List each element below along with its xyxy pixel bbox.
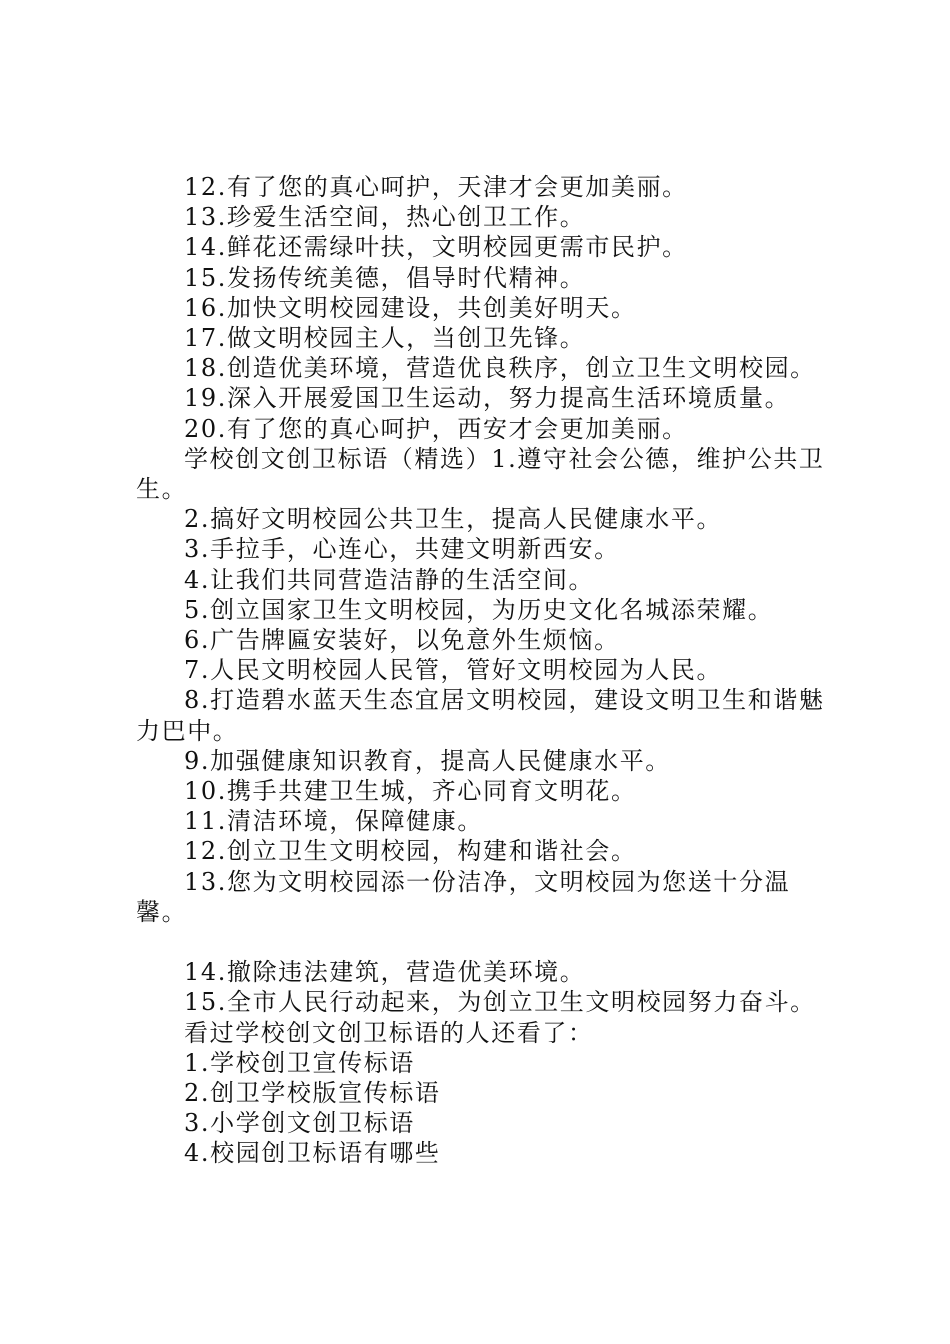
document-body — [136, 172, 836, 1169]
paragraph: 9.加强健康知识教育，提高人民健康水平。 — [184, 746, 671, 775]
paragraph: 10.携手共建卫生城，齐心同育文明花。 — [184, 777, 637, 806]
paragraph: 12.有了您的真心呵护，天津才会更加美丽。 — [184, 173, 688, 201]
paragraph: 6.广告牌匾安装好，以免意外生烦恼。 — [184, 626, 620, 655]
paragraph: 4.让我们共同营造洁静的生活空间。 — [184, 565, 595, 594]
paragraph: 3.手拉手，心连心，共建文明新西安。 — [184, 535, 620, 564]
paragraph: 17.做文明校园主人，当创卫先锋。 — [184, 324, 586, 353]
paragraph: 14.鲜花还需绿叶扶，文明校园更需市民护。 — [184, 233, 688, 262]
paragraph: 13.您为文明校园添一份洁净，文明校园为您送十分温馨。 — [136, 867, 791, 926]
paragraph: 5.创立国家卫生文明校园，为历史文化名城添荣耀。 — [184, 595, 774, 624]
related-item: 1.学校创卫宣传标语 — [184, 1048, 415, 1077]
paragraph: 11.清洁环境，保障健康。 — [184, 807, 483, 836]
blank-line — [136, 927, 836, 957]
paragraph: 19.深入开展爱国卫生运动，努力提高生活环境质量。 — [184, 384, 791, 413]
paragraph: 15.发扬传统美德，倡导时代精神。 — [184, 263, 586, 292]
related-item: 4.校园创卫标语有哪些 — [184, 1139, 441, 1168]
paragraph: 14.撤除违法建筑，营造优美环境。 — [184, 958, 586, 987]
paragraph: 15.全市人民行动起来，为创立卫生文明校园努力奋斗。 — [184, 988, 816, 1017]
paragraph: 2.搞好文明校园公共卫生，提高人民健康水平。 — [184, 505, 723, 534]
paragraph: 8.打造碧水蓝天生态宜居文明校园，建设文明卫生和谐魅力巴中。 — [136, 686, 825, 745]
paragraph: 12.创立卫生文明校园，构建和谐社会。 — [184, 837, 637, 866]
paragraph: 7.人民文明校园人民管，管好文明校园为人民。 — [184, 656, 723, 685]
paragraph: 20.有了您的真心呵护，西安才会更加美丽。 — [184, 414, 688, 443]
paragraph: 18.创造优美环境，营造优良秩序，创立卫生文明校园。 — [184, 354, 816, 383]
related-item: 2.创卫学校版宣传标语 — [184, 1079, 441, 1108]
paragraph: 16.加快文明校园建设，共创美好明天。 — [184, 293, 637, 322]
section-heading-paragraph: 学校创文创卫标语（精选）1.遵守社会公德，维护公共卫生。 — [136, 444, 825, 504]
paragraph: 13.珍爱生活空间，热心创卫工作。 — [184, 203, 586, 232]
related-heading: 看过学校创文创卫标语的人还看了： — [184, 1018, 594, 1047]
related-item: 3.小学创文创卫标语 — [184, 1109, 415, 1138]
